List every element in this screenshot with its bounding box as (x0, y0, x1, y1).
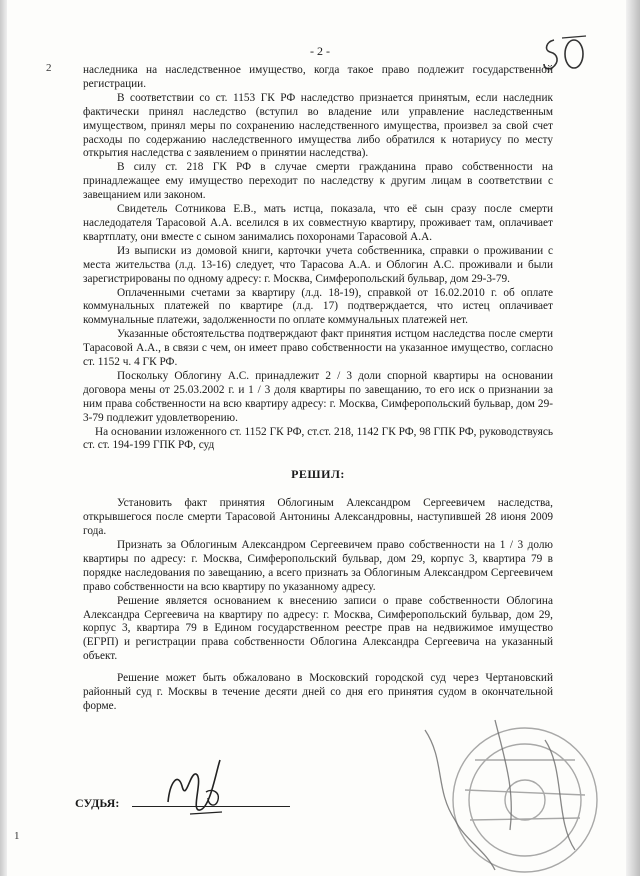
paragraph-house-register: Из выписки из домовой книги, карточки учета собственника, справки о проживании с места жительства (л.д. 13-16) следует, что Тарасова А.А. и Облогин А.С. проживали и были зарегистрированы по одному адресу: г. Москва, Симферопольский бульвар, дом 29-3-79. (83, 244, 553, 285)
paragraph-art-1153: В соответствии со ст. 1153 ГК РФ наследство признается принятым, если наследник фактически принял наследство (вступил во владение или управление наследственным имуществом, принял меры по сохранению наследственного имущества, произвел за свой счет расходы по содержанию наследственного имущества либо обратился к нотариусу по месту открытия наследства с заявлением о принятии наследства). (83, 91, 553, 160)
paragraph-continuation: наследника на наследственное имущество, когда такое право подлежит государственной регистрации. (83, 64, 553, 90)
paragraph-share-ownership: Поскольку Облогину А.С. принадлежит 2 / 3 доли спорной квартиры на основании договора мены от 25.03.2002 г. и 1 / 3 доля квартиры по завещанию, то его иск о признании за ним права собственности на всю квартиру адресу: г. Москва, Симферопольский бульвар, дом 29-3-79 подлежит удовлетворению. (83, 369, 553, 424)
decision-heading: РЕШИЛ: (291, 467, 345, 482)
scan-edge-right (626, 0, 640, 876)
paragraph-circumstances: Указанные обстоятельства подтверждают факт принятия истцом наследства после смерти Тарасовой А.А., в связи с чем, он имеет право собственности на указанное имущество, согласно ст. 1152 ч. 4 ГК РФ. (83, 328, 553, 369)
decision-recognize-ownership: Признать за Облогиным Александром Сергеевичем право собственности на 1 / 3 долю квартиры по адресу: г. Москва, Симферопольский бульвар, дом 29, корпус 3, квартира 79 в порядке наследования по завещанию, а всего признать за Облогиным Александром Сергеевичем право собственности на всю квартиру по указанному адресу. (83, 539, 553, 593)
decision-establish-fact: Установить факт принятия Облогиным Александром Сергеевичем наследства, открывшегося после смерти Тарасовой Антонины Александровны, наступившей 28 июня 2009 года. (83, 497, 553, 538)
document-body (83, 64, 553, 714)
judge-label: СУДЬЯ: (75, 796, 120, 810)
decision-registry-basis: Решение является основанием к внесению записи о праве собственности Облогина Александра Сергеевича на квартиру по адресу: г. Москва, Симферопольский бульвар, дом 29, корпус 3, квартира 79 в Едином государственном реестре прав на недвижимое имущество (ЕГРП) и регистрации права собственности Облогина Александра Сергеевича на указанный объект. (83, 594, 553, 663)
judge-signature-row (75, 794, 295, 814)
paragraph-paid-bills: Оплаченными счетами за квартиру (л.д. 18-19), справкой от 16.02.2010 г. об оплате коммунальных платежей по квартире (л.д. 17) подтверждается, что истец оплачивает коммунальные платежи, задолженности по оплате коммунальных платежей нет. (83, 286, 553, 327)
page-number: - 2 - (310, 44, 330, 58)
bottom-margin-mark: 1 (14, 830, 20, 842)
paragraph-art-218: В силу ст. 218 ГК РФ в случае смерти гражданина право собственности на принадлежащее ему имущество переходит по наследству к другим лицам в соответствии с завещанием или законом. (83, 161, 553, 202)
paragraph-witness: Свидетель Сотникова Е.В., мать истца, показала, что её сын сразу после смерти наследодателя Тарасовой А.А. вселился в их совместную квартиру, проживает там, оплачивает квартплату, они вместе с сыном занимались похоронами Тарасовой А.А. (83, 203, 553, 243)
decision-appeal: Решение может быть обжаловано в Московский городской суд через Чертановский районный суд г. Москвы в течение десяти дней со дня его принятия судом в окончательной форме. (83, 672, 553, 712)
paragraph-grounds: На основании изложенного ст. 1152 ГК РФ, ст.ст. 218, 1142 ГК РФ, 98 ГПК РФ, руководствуясь ст. ст. 194-199 ГПК РФ, суд (83, 425, 553, 452)
signature-line (132, 806, 290, 807)
scan-edge-left (0, 0, 7, 876)
margin-mark: 2 (46, 62, 52, 74)
court-stamp (405, 700, 625, 876)
